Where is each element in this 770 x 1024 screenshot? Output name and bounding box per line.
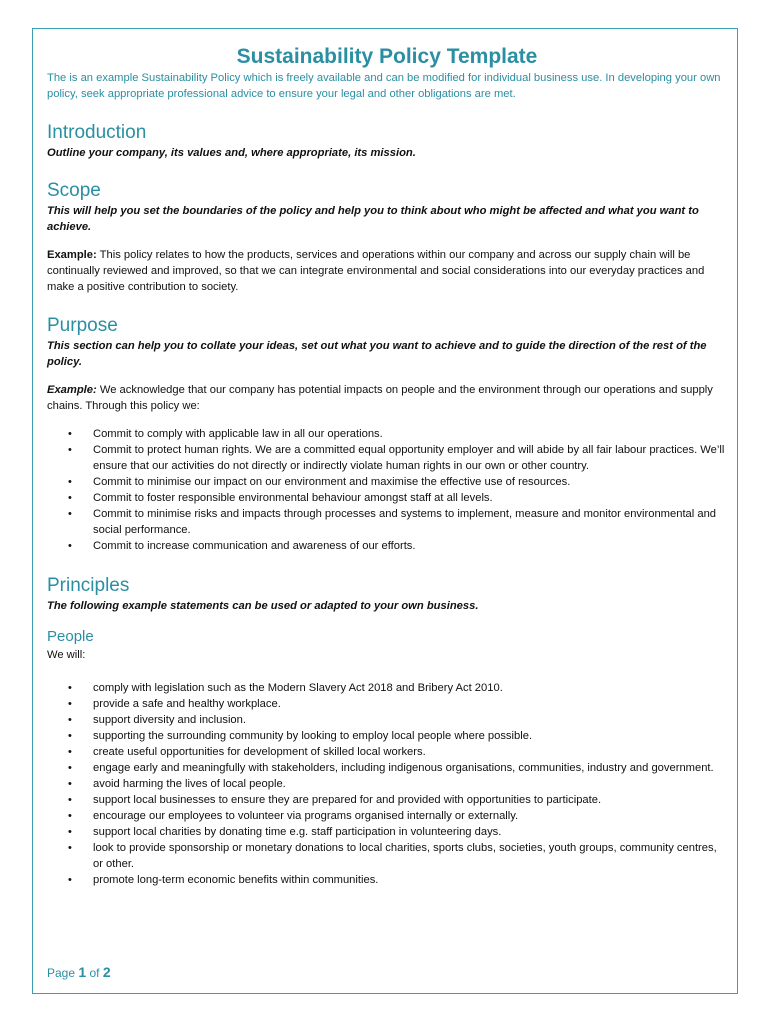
document-title: Sustainability Policy Template bbox=[236, 45, 538, 68]
scope-lead: This will help you set the boundaries of the policy and help you to think about who might be affected and what you want to achieve. bbox=[47, 205, 699, 233]
list-item: • supporting the surrounding community by looking to employ local people where possible. bbox=[68, 730, 533, 742]
bullet-icon: • bbox=[68, 428, 72, 440]
list-item: • Commit to minimise our impact on our environment and maximise the effective use of resources. bbox=[68, 476, 571, 488]
list-item: • create useful opportunities for development of skilled local workers. bbox=[68, 746, 426, 758]
introduction-lead: Outline your company, its values and, where appropriate, its mission. bbox=[47, 147, 416, 159]
bullet-icon: • bbox=[68, 714, 72, 726]
scope-example bbox=[47, 247, 727, 295]
list-item: • engage early and meaningfully with stakeholders, including indigenous organisations, communities, industry and government. bbox=[68, 762, 714, 774]
list-item: • Commit to foster responsible environmental behaviour amongst staff at all levels. bbox=[68, 492, 493, 504]
intro-note: The is an example Sustainability Policy which is freely available and can be modified for individual business use. In developing your own policy, seek appropriate professional advice to ensure your legal and other obligations are met. bbox=[47, 72, 721, 100]
bullet-icon: • bbox=[68, 492, 72, 504]
list-item: • promote long-term economic benefits within communities. bbox=[68, 874, 379, 886]
list-item: • provide a safe and healthy workplace. bbox=[68, 698, 281, 710]
bullet-icon: • bbox=[68, 698, 72, 710]
bullet-icon: • bbox=[68, 762, 72, 774]
bullet-icon: • bbox=[68, 826, 72, 838]
list-item: • support local charities by donating time e.g. staff participation in volunteering days. bbox=[68, 826, 502, 838]
principles-heading: Principles bbox=[47, 575, 130, 596]
purpose-example-text: We acknowledge that our company has potential impacts on people and the environment through our operations and supply chains. Through this policy we: bbox=[47, 384, 713, 412]
scope-example-label: Example: bbox=[47, 249, 97, 261]
purpose-example bbox=[47, 382, 727, 414]
page-number: Page 1 of 2 bbox=[47, 964, 111, 980]
list-item: • Commit to comply with applicable law in all our operations. bbox=[68, 428, 383, 440]
list-item: • look to provide sponsorship or monetary donations to local charities, sports clubs, societies, youth groups, community centres, or other. bbox=[68, 842, 717, 870]
people-heading: People bbox=[47, 628, 94, 645]
bullet-icon: • bbox=[68, 810, 72, 822]
scope-example-text: This policy relates to how the products, services and operations within our company and across our supply chain will be continually reviewed and improved, so that we can integrate environmental and social considerations into our everyday practices and make a positive contribution to society. bbox=[47, 249, 705, 293]
list-item: • support diversity and inclusion. bbox=[68, 714, 246, 726]
introduction-heading: Introduction bbox=[47, 122, 147, 143]
bullet-icon: • bbox=[68, 842, 72, 854]
bullet-icon: • bbox=[68, 444, 72, 456]
list-item: • Commit to minimise risks and impacts through processes and systems to implement, measure and monitor environmental and social performance. bbox=[68, 508, 717, 536]
list-item: • support local businesses to ensure they are prepared for and provided with opportunities to participate. bbox=[68, 794, 602, 806]
principles-lead: The following example statements can be used or adapted to your own business. bbox=[47, 600, 479, 612]
bullet-icon: • bbox=[68, 746, 72, 758]
purpose-lead: This section can help you to collate your ideas, set out what you want to achieve and to guide the direction of the rest of the policy. bbox=[47, 340, 707, 368]
purpose-heading: Purpose bbox=[47, 315, 118, 336]
bullet-icon: • bbox=[68, 794, 72, 806]
people-list bbox=[47, 680, 727, 888]
bullet-icon: • bbox=[68, 778, 72, 790]
bullet-icon: • bbox=[68, 508, 72, 520]
bullet-icon: • bbox=[68, 476, 72, 488]
bullet-icon: • bbox=[68, 874, 72, 886]
list-item: • encourage our employees to volunteer via programs organised internally or externally. bbox=[68, 810, 519, 822]
bullet-icon: • bbox=[68, 540, 72, 552]
list-item: • avoid harming the lives of local people. bbox=[68, 778, 286, 790]
purpose-example-label: Example: bbox=[47, 384, 97, 396]
list-item: • comply with legislation such as the Modern Slavery Act 2018 and Bribery Act 2010. bbox=[68, 682, 503, 694]
purpose-list bbox=[47, 426, 727, 554]
bullet-icon: • bbox=[68, 730, 72, 742]
document-body bbox=[47, 44, 727, 888]
bullet-icon: • bbox=[68, 682, 72, 694]
list-item: • Commit to protect human rights. We are a committed equal opportunity employer and will abide by all fair labour practices. We’ll ensure that our activities do not directly or indirectly violate human rights in our own or other country. bbox=[68, 444, 725, 472]
total-pages: 2 bbox=[102, 964, 111, 980]
list-item: • Commit to increase communication and awareness of our efforts. bbox=[68, 540, 416, 552]
current-page: 1 bbox=[78, 964, 87, 980]
people-intro: We will: bbox=[47, 649, 86, 661]
scope-heading: Scope bbox=[47, 180, 101, 201]
